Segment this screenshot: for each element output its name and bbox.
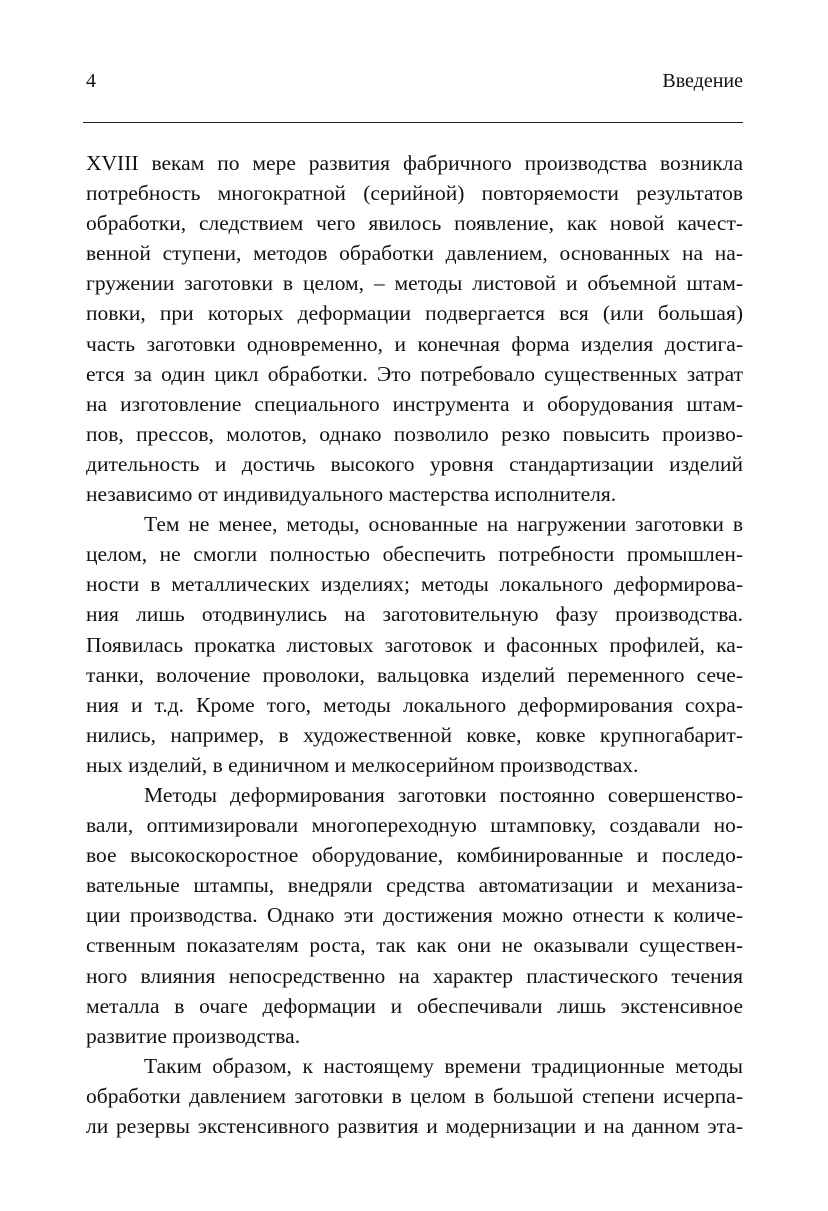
text-line: на изготовление специального инструмента и оборудования штам- — [86, 391, 743, 416]
text-line: независимо от индивидуального мастерства исполнителя. — [86, 482, 617, 507]
text-line: вательные штампы, внедряли средства автоматизации и механиза- — [86, 873, 743, 898]
text-line: ных изделий, в единичном и мелкосерийном производствах. — [86, 752, 639, 777]
text-line: пов, прессов, молотов, однако позволило резко повысить произво- — [86, 421, 743, 446]
text-line: дительность и достичь высокого уровня стандартизации изделий — [86, 451, 743, 476]
text-line: металла в очаге деформации и обеспечивали лишь экстенсивное — [86, 993, 743, 1018]
running-title: Введение — [662, 70, 743, 92]
text-line: развитие производства. — [86, 1023, 301, 1048]
text-line: Таким образом, к настоящему времени традиционные методы — [144, 1053, 743, 1078]
text-line: гружении заготовки в целом, – методы листовой и объемной штам- — [86, 271, 743, 296]
text-line: венной ступени, методов обработки давлением, основанных на на- — [86, 241, 743, 266]
text-line: ности в металлических изделиях; методы локального деформирова- — [86, 572, 743, 597]
header-rule — [83, 122, 743, 123]
text-line: танки, волочение проволоки, вальцовка изделий переменного сече- — [86, 662, 743, 687]
text-line: вое высокоскоростное оборудование, комбинированные и последо- — [86, 843, 743, 868]
text-line: ли резервы экстенсивного развития и модернизации и на данном эта- — [86, 1114, 743, 1138]
text-line: ного влияния непосредственно на характер пластического течения — [86, 963, 743, 988]
text-line: обработки давлением заготовки в целом в большой степени исчерпа- — [86, 1083, 743, 1108]
text-line: потребность многократной (серийной) повторяемости результатов — [86, 181, 743, 206]
page-number: 4 — [86, 70, 96, 92]
text-line: ния и т.д. Кроме того, методы локального деформирования сохра- — [86, 692, 743, 717]
text-line: ется за один цикл обработки. Это потребовало существенных затрат — [86, 361, 743, 386]
text-line: нились, например, в художественной ковке, ковке крупногабарит- — [86, 722, 743, 747]
text-line: Тем не менее, методы, основанные на нагружении заготовки в — [144, 512, 743, 537]
text-line: ции производства. Однако эти достижения можно отнести к количе- — [86, 903, 743, 928]
text-line: Методы деформирования заготовки постоянно совершенство- — [144, 782, 743, 807]
running-header — [86, 66, 743, 96]
text-line: ственным показателям роста, так как они не оказывали существен- — [86, 933, 743, 958]
text-line: обработки, следствием чего явилось появление, как новой качест- — [86, 211, 743, 236]
text-line: вали, оптимизировали многопереходную штамповку, создавали но- — [86, 813, 743, 838]
body-text — [86, 148, 743, 1141]
text-line: Появилась прокатка листовых заготовок и фасонных профилей, ка- — [86, 632, 743, 657]
text-line: целом, не смогли полностью обеспечить потребности промышлен- — [86, 542, 743, 567]
text-line: XVIII векам по мере развития фабричного производства возникла — [86, 151, 743, 175]
text-line: повки, при которых деформации подвергается вся (или большая) — [86, 301, 743, 326]
text-line: часть заготовки одновременно, и конечная форма изделия достига- — [86, 331, 743, 356]
text-line: ния лишь отодвинулись на заготовительную фазу производства. — [86, 602, 743, 627]
